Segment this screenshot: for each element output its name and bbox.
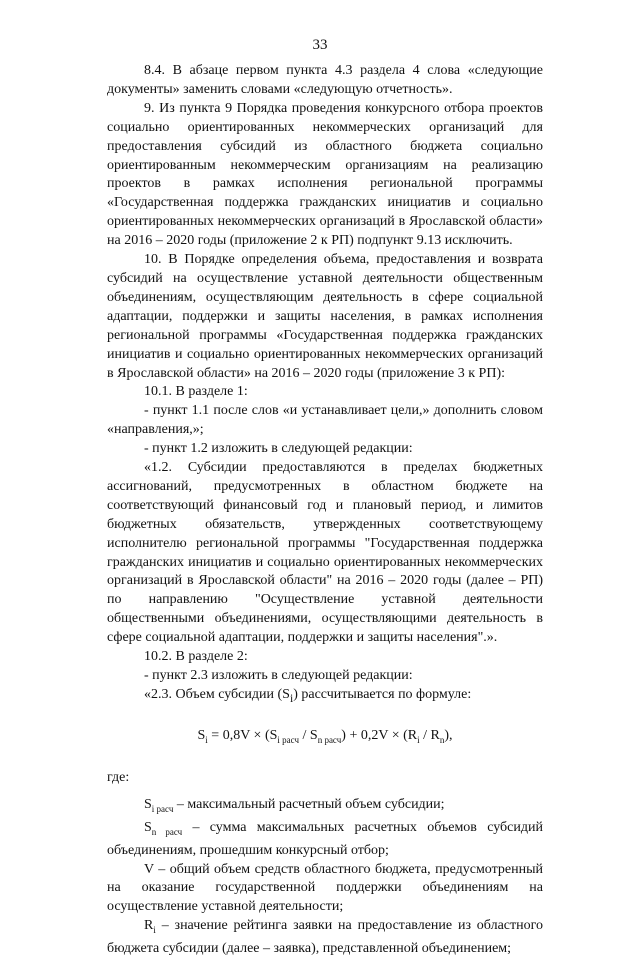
formula-t1-sub2: n расч (317, 734, 342, 745)
paragraph-8-4: 8.4. В абзаце первом пункта 4.3 раздела 4 слова «следующие документы» заменить словами «следующую отчетность». (107, 63, 543, 97)
where-label: где: (107, 770, 130, 786)
paragraph-10-1: 10.1. В разделе 1: (144, 384, 248, 400)
formula-eq: = 0,8V × (S (207, 727, 278, 743)
def2-text: – сумма максимальных расчетных объемов субсидий объединениям, прошедшим конкурсный отбор; (107, 819, 543, 858)
def1-text: – максимальный расчетный объем субсидии; (173, 797, 445, 813)
def2-symbol: S (144, 819, 152, 835)
paragraph-2-3-pre: «2.3. Объем субсидии (S (144, 686, 290, 702)
def4-text: – значение рейтинга заявки на предоставление из областного бюджета субсидии (далее – заявка), представленной объединением; (107, 918, 543, 956)
paragraph-item-2-3-intro: - пункт 2.3 изложить в следующей редакции: (144, 668, 413, 683)
paragraph-9: 9. Из пункта 9 Порядка проведения конкурсного отбора проектов социально ориентированных некоммерческих организаций для предоставления субсидий из областного бюджета социально ориентированным некоммерческим организациям на реализацию проектов в рамках исполнения региональной программы «Государственная поддержка гражданских инициатив и социально ориентированных некоммерческих организаций в Ярославской области» на 2016 – 2020 годы (приложение 2 к РП) подпункт 9.13 исключить. (107, 100, 543, 249)
document-body (107, 62, 543, 959)
paragraph-10-2: 10.2. В разделе 2: (144, 649, 248, 665)
formula-t2-sub: i (417, 734, 420, 745)
def2-sub: n расч (151, 826, 183, 837)
formula-lhs: S (197, 727, 206, 743)
subsidy-formula (107, 727, 543, 750)
def1-sub: i расч (151, 804, 174, 815)
definition-r-i (107, 917, 543, 959)
definition-v: V – общий объем средств областного бюджета, предусмотренный на оказание государственной поддержки объединениям на осуществление уставной деятельности; (107, 861, 543, 915)
formula-t1-mid: / S (299, 727, 318, 743)
definition-s-n-calc (107, 819, 543, 861)
paragraph-item-1-1: - пункт 1.1 после слов «и устанавливает цели,» дополнить словом «направления,»; (107, 403, 543, 438)
def4-sub: i (153, 925, 156, 936)
def1-symbol: S (144, 797, 152, 813)
def4-symbol: R (144, 918, 154, 934)
definition-s-i-calc (107, 796, 543, 819)
paragraph-2-3-post: ) рассчитывается по формуле: (293, 686, 472, 702)
formula-t2-mid: / R (419, 727, 440, 743)
formula-lhs-sub: i (205, 734, 208, 745)
subscript-i: i (289, 691, 294, 705)
formula-t1-sub: i расч (277, 734, 299, 745)
paragraph-item-1-2-intro: - пункт 1.2 изложить в следующей редакции: (144, 441, 413, 457)
paragraph-1-2-text: «1.2. Субсидии предоставляются в пределах бюджетных ассигнований, предусмотренных в областном бюджете на соответствующий финансовый год и плановый период, и лимитов бюджетных обязательств, утвержденных соответствующему исполнителю региональной программы "Государственная поддержка гражданских инициатив и социально ориентированных некоммерческих организаций в Ярославской области" на 2016 – 2020 годы (далее – РП) по направлению "Осуществление уставной деятельности общественными объединениями, осуществляющими деятельность в сфере социальной адаптации, поддержки и защиты населения".». (107, 460, 543, 646)
paragraph-10: 10. В Порядке определения объема, предоставления и возврата субсидий на осуществление уставной деятельности общественным объединениям, осуществляющим деятельность в сфере социальной адаптации, поддержки и защиты населения, в рамках исполнения региональной программы «Государственная поддержка гражданских инициатив и социально ориентированных некоммерческих организаций в Ярославской области» на 2016 – 2020 годы (приложение 3 к РП): (107, 252, 543, 381)
formula-t2: ) + 0,2V × (R (341, 727, 418, 743)
formula-t2-sub2: n (439, 734, 445, 745)
formula-t2-end: ), (444, 727, 453, 743)
paragraph-2-3-text (107, 686, 543, 709)
page-number: 33 (312, 37, 328, 53)
